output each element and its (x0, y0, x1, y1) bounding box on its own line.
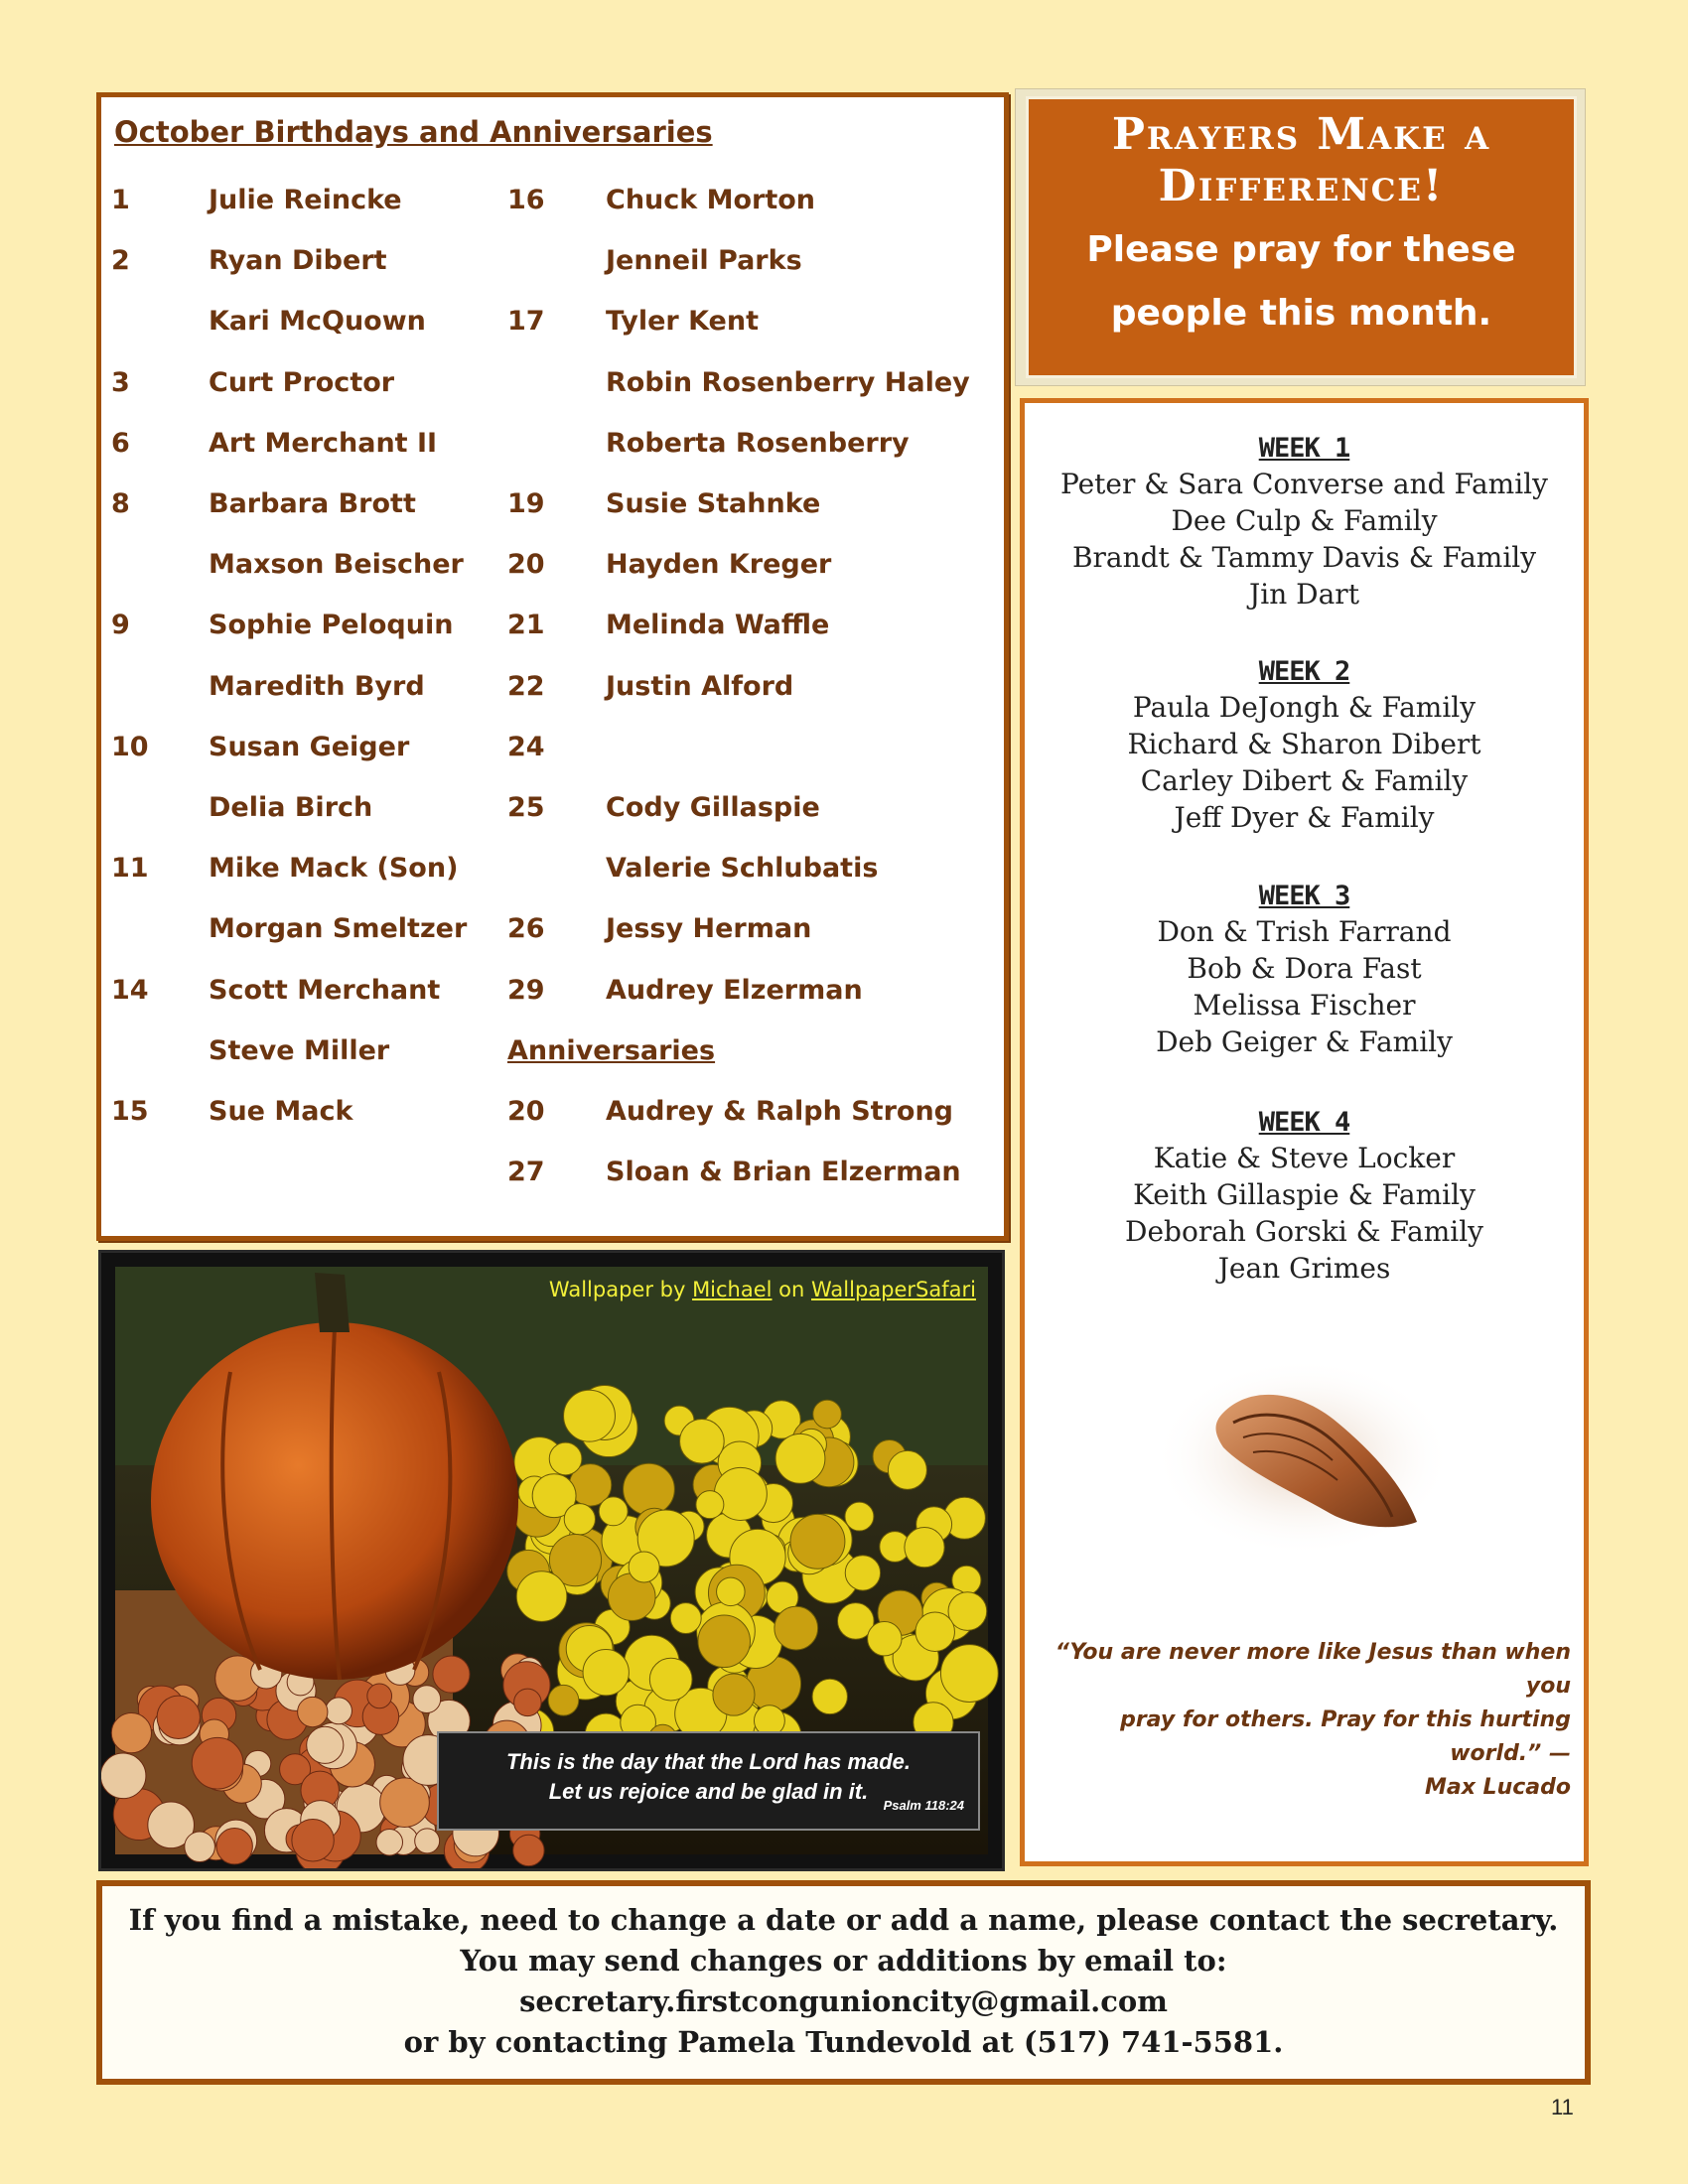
birthday-day: 11 (111, 853, 149, 885)
birthday-name: Ryan Dibert (209, 245, 387, 277)
prayer-name: Peter & Sara Converse and Family (1060, 468, 1548, 500)
birthday-name: Kari McQuown (209, 306, 426, 338)
birthday-name: Susan Geiger (209, 731, 410, 762)
week-title: WEEK 3 (1258, 881, 1350, 911)
page-number: 11 (1551, 2095, 1574, 2119)
prayer-name: Richard & Sharon Dibert (1127, 728, 1481, 760)
birthday-name: Jenneil Parks (606, 245, 802, 277)
birthday-name: Robin Rosenberry Haley (606, 366, 970, 398)
birthday-name: Scott Merchant (209, 974, 441, 1006)
prayer-name: Carley Dibert & Family (1140, 764, 1469, 797)
anniversary-name: Sloan & Brian Elzerman (606, 1157, 961, 1188)
birthday-day: 6 (111, 427, 130, 459)
birthday-day: 9 (111, 610, 130, 641)
birthday-name: Tyler Kent (606, 306, 759, 338)
birthday-name: Curt Proctor (209, 366, 395, 398)
birthday-day: 3 (111, 366, 130, 398)
birthday-name: Morgan Smeltzer (209, 913, 468, 945)
prayer-heading: Prayers Make a Difference! (1111, 109, 1491, 211)
birthday-name: Jessy Herman (606, 913, 812, 945)
prayer-week (1025, 881, 1584, 1060)
contact-footer (96, 1880, 1591, 2085)
week-title: WEEK 4 (1258, 1107, 1350, 1138)
birthday-name: Hayden Kreger (606, 549, 832, 581)
birthday-name: Maredith Byrd (209, 670, 425, 702)
prayer-name: Bob & Dora Fast (1187, 952, 1422, 985)
pumpkin-photo (98, 1250, 1005, 1871)
birthday-day: 22 (507, 670, 545, 702)
birthday-day: 16 (507, 185, 545, 215)
anniversary-day: 20 (507, 1096, 545, 1127)
anniversary-name: Audrey & Ralph Strong (606, 1096, 953, 1127)
week-title: WEEK 1 (1258, 433, 1350, 464)
quote-line-2: pray for others. Pray for this hurting world.” — (1120, 1707, 1571, 1766)
birthday-day: 21 (507, 610, 545, 641)
birthday-day: 17 (507, 306, 545, 338)
birthday-name: Barbara Brott (209, 488, 416, 519)
credit-author-link[interactable]: Michael (692, 1278, 773, 1301)
birthday-name: Susie Stahnke (606, 488, 821, 519)
credit-site-link[interactable]: WallpaperSafari (811, 1278, 976, 1301)
footer-line-4: or by contacting Pamela Tundevold at (517) 741-5581. (403, 2025, 1284, 2059)
praying-hands-image (1154, 1353, 1452, 1562)
prayer-name: Don & Trish Farrand (1157, 915, 1452, 948)
prayer-name: Keith Gillaspie & Family (1133, 1178, 1476, 1211)
birthday-name: Sophie Peloquin (209, 610, 454, 641)
footer-line-2: You may send changes or additions by email to: (460, 1944, 1227, 1978)
birthday-day: 1 (111, 185, 130, 215)
anniversary-day: 27 (507, 1157, 545, 1188)
birthday-name: Maxson Beischer (209, 549, 464, 581)
prayer-name: Melissa Fischer (1193, 989, 1416, 1022)
birthdays-panel (96, 92, 1009, 1241)
prayer-list-panel (1020, 398, 1589, 1866)
birthday-day: 20 (507, 549, 545, 581)
prayer-week (1025, 656, 1584, 836)
quote-line-1: “You are never more like Jesus than when you (1055, 1640, 1571, 1699)
birthdays-title: October Birthdays and Anniversaries (114, 115, 713, 149)
prayer-name: Dee Culp & Family (1171, 504, 1438, 537)
footer-line-1: If you find a mistake, need to change a date or add a name, please contact the secretary. (128, 1903, 1559, 1937)
prayer-name: Jean Grimes (1217, 1252, 1391, 1285)
prayer-name: Jeff Dyer & Family (1174, 801, 1435, 834)
credit-mid: on (772, 1278, 812, 1301)
birthday-name: Delia Birch (209, 792, 373, 823)
prayer-subheading: Please pray for these people this month. (1086, 229, 1516, 334)
quote-author: Max Lucado (1424, 1775, 1571, 1800)
birthday-name: Chuck Morton (606, 185, 816, 215)
verse-box (437, 1731, 980, 1831)
prayer-week (1025, 1107, 1584, 1287)
birthday-name: Sue Mack (209, 1096, 353, 1127)
birthday-day: 29 (507, 974, 545, 1006)
birthday-day: 25 (507, 792, 545, 823)
credit-prefix: Wallpaper by (548, 1278, 693, 1301)
footer-email[interactable]: secretary.firstcongunioncity@gmail.com (519, 1984, 1168, 2018)
prayer-name: Deborah Gorski & Family (1125, 1215, 1483, 1248)
verse-reference: Psalm 118:24 (883, 1798, 964, 1813)
prayer-quote (1035, 1636, 1571, 1805)
birthday-day: 19 (507, 488, 545, 519)
birthday-name: Melinda Waffle (606, 610, 830, 641)
prayer-banner (1026, 96, 1577, 378)
birthday-name: Valerie Schlubatis (606, 853, 879, 885)
prayer-name: Paula DeJongh & Family (1132, 691, 1477, 724)
birthday-name: Audrey Elzerman (606, 974, 863, 1006)
birthday-name: Julie Reincke (209, 185, 402, 215)
prayer-name: Deb Geiger & Family (1156, 1025, 1453, 1058)
prayer-week (1025, 433, 1584, 613)
prayer-name: Brandt & Tammy Davis & Family (1071, 541, 1537, 574)
birthday-day: 10 (111, 731, 149, 762)
birthday-day: 14 (111, 974, 149, 1006)
birthday-name: Justin Alford (606, 670, 794, 702)
birthday-day: 26 (507, 913, 545, 945)
birthday-day: 15 (111, 1096, 149, 1127)
birthday-day: 8 (111, 488, 130, 519)
birthday-name: Steve Miller (209, 1034, 390, 1066)
prayer-name: Jin Dart (1249, 578, 1359, 611)
birthday-name: Roberta Rosenberry (606, 427, 910, 459)
birthday-name: Cody Gillaspie (606, 792, 820, 823)
birthday-name: Art Merchant II (209, 427, 438, 459)
birthday-day: 2 (111, 245, 130, 277)
birthday-day: 24 (507, 731, 545, 762)
verse-line-1: This is the day that the Lord has made. (505, 1749, 912, 1774)
verse-line-2: Let us rejoice and be glad in it. (548, 1779, 869, 1804)
birthday-name: Mike Mack (Son) (209, 853, 459, 885)
prayer-name: Katie & Steve Locker (1153, 1142, 1456, 1174)
photo-credit (549, 1278, 976, 1301)
anniversaries-heading: Anniversaries (507, 1034, 716, 1066)
week-title: WEEK 2 (1258, 656, 1350, 687)
